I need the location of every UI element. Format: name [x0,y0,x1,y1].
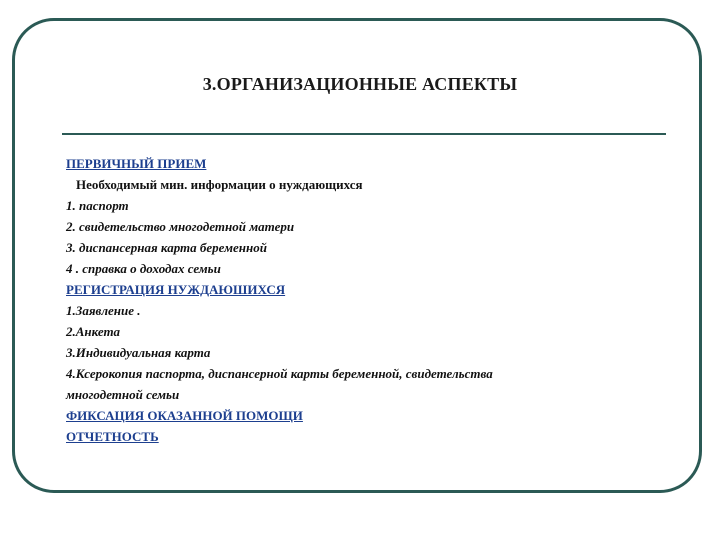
slide-title: 3.ОРГАНИЗАЦИОННЫЕ АСПЕКТЫ [202,74,518,94]
list-item: многодетной семьи [66,387,180,402]
heading-registration: РЕГИСТРАЦИЯ НУЖДАЮШИХСЯ [66,282,286,297]
list-item: 1. паспорт [66,198,129,213]
list-item: 4.Ксерокопия паспорта, диспансерной карты беременной, свидетельства [66,366,493,381]
title-divider [62,133,666,135]
heading-primary: ПЕРВИЧНЫЙ ПРИЕМ [66,156,207,171]
heading-fixation: ФИКСАЦИЯ ОКАЗАННОЙ ПОМОЩИ [66,408,303,423]
list-item: 3.Индивидуальная карта [66,345,211,360]
list-item: 2.Анкета [66,324,121,339]
slide-content [66,153,666,447]
list-item: 4 . справка о доходах семьи [66,261,221,276]
list-item: 3. диспансерная карта беременной [66,240,267,255]
list-item: 1.Заявление . [66,303,141,318]
primary-subtitle: Необходимый мин. информации о нуждающихся [76,177,363,192]
heading-reporting: ОТЧЕТНОСТЬ [66,429,159,444]
list-item: 2. свидетельство многодетной матери [66,219,295,234]
